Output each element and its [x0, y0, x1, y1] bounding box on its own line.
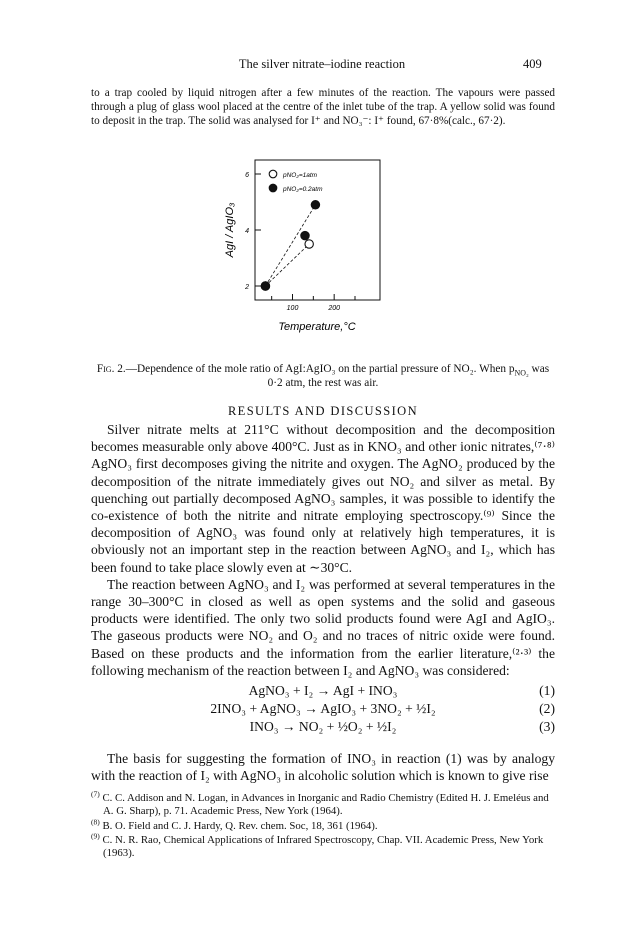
intro-paragraph [91, 86, 555, 128]
legend-label-1: pNO₂=1atm [283, 172, 318, 179]
body-paragraph-2: The reaction between AgNO₃ and I₂ was performed at several temperatures in the range 30–300°C in closed as well as open systems and the solid and gaseous products were identified. The only two solid products found were AgI and AgIO₃. The gaseous products were NO₂ and O₂ and no traces of nitric oxide were found. Based on these products and the information from the earlier literature,⁽²·³⁾ the following mechanism of the reaction between I₂ and AgNO₃ was considered: [91, 576, 555, 678]
y-tick-label: 6 [245, 172, 249, 179]
plot-frame [255, 160, 380, 300]
figure-caption-tail: was 0·2 atm, the rest was air. [267, 363, 550, 389]
intro-text: to a trap cooled by liquid nitrogen after a few minutes of the reaction. The vapours were passed through a plug of glass wool placed at the centre of the inlet tube of the trap. A yellow solid was found to deposit in the trap. The solid was analysed for I⁺ and NO₃⁻: I⁺ found, 67·8%(calc., 67·2). [91, 87, 555, 127]
figure-caption-sub: NO₂ [514, 368, 529, 378]
closing-paragraph: The basis for suggesting the formation of INO₃ in reaction (1) was by analogy with the reaction of I₂ with AgNO₃ in alcoholic solution which is known to give rise [91, 751, 555, 784]
legend-marker-1 [269, 170, 277, 178]
figure-caption-text: —Dependence of the mole ratio of AgI:AgIO₃ on the partial pressure of NO₂. When p [125, 363, 515, 375]
y-tick-label: 4 [245, 228, 249, 235]
reference-number: (7) [91, 789, 100, 799]
y-axis-label: AgI / AgIO₃ [224, 202, 236, 258]
figure-caption [91, 362, 555, 390]
data-point-series-1 [305, 240, 313, 248]
figure-caption-label: Fig. 2. [96, 363, 126, 375]
reference-8 [91, 817, 555, 833]
data-point-series-2 [261, 282, 269, 290]
closing-text [91, 750, 555, 784]
x-axis-label: Temperature,°C [278, 321, 356, 333]
equation-expression: 2INO₃ + AgNO₃ → AgIO₃ + 3NO₂ + ½I₂ [210, 701, 436, 716]
reference-number: (8) [91, 817, 100, 826]
legend [269, 170, 323, 193]
reference-number: (9) [91, 831, 100, 841]
x-tick-label: 100 [286, 305, 299, 312]
x-tick-label: 200 [328, 305, 341, 312]
body-paragraph-1: Silver nitrate melts at 211°C without decomposition and the decomposition becomes measurable only above 400°C. Just as in KNO₃ and other ionic nitrates,⁽⁷·⁸⁾ AgNO₃ first decomposes giving the nitrite and oxygen. The AgNO₂ produced by the decomposition of the nitrate immediately gives out NO₂ and silver as metal. By quenching out partially decomposed AgNO₃ samples, it was possible to identify the co-existence of both the nitrite and nitrate employing spectroscopy.⁽⁹⁾ Since the decomposition of AgNO₃ was found only at relatively high temperatures, it is obviously not an important step in the reaction between AgNO₃ and I₂, which has been found to take place slowly even at ∼30°C. [91, 422, 555, 575]
reference-text: B. O. Field and C. J. Hardy, Q. Rev. chem. Soc, 18, 361 (1964). [102, 819, 378, 832]
equation-1 [91, 683, 555, 701]
page-number: 409 [523, 57, 542, 71]
equation-number: (2) [539, 701, 555, 716]
figure-chart [180, 150, 480, 350]
body-text [91, 421, 555, 679]
data-point-series-2 [311, 201, 319, 209]
reference-9 [91, 831, 555, 861]
reference-text: C. C. Addison and N. Logan, in Advances in Inorganic and Radio Chemistry (Edited H. J. Emeléus and A. G. Sharp), p. 71. Academic Press, New York (1964). [102, 792, 549, 818]
running-header-title: The silver nitrate–iodine reaction [238, 57, 406, 71]
equation-3 [91, 719, 555, 737]
axis-ticks [244, 172, 355, 312]
legend-label-2: pNO₂=0.2atm [283, 186, 323, 193]
equation-expression: INO₃ → NO₂ + ½O₂ + ½I₂ [249, 719, 397, 734]
equation-2 [91, 701, 555, 719]
data-point-series-2 [301, 231, 309, 239]
equation-block [91, 683, 555, 737]
reference-text: C. N. R. Rao, Chemical Applications of Infrared Spectroscopy, Chap. VII. Academic Press, New York (1963). [102, 833, 544, 860]
equation-number: (3) [539, 719, 555, 734]
y-tick-label: 2 [245, 284, 249, 291]
footnote-references [91, 789, 555, 861]
legend-marker-2 [269, 184, 277, 192]
section-heading: RESULTS AND DISCUSSION [227, 404, 419, 418]
equation-number: (1) [539, 683, 555, 698]
reference-7 [91, 789, 555, 819]
equation-expression: AgNO₃ + I₂ → AgI + INO₃ [248, 683, 398, 698]
